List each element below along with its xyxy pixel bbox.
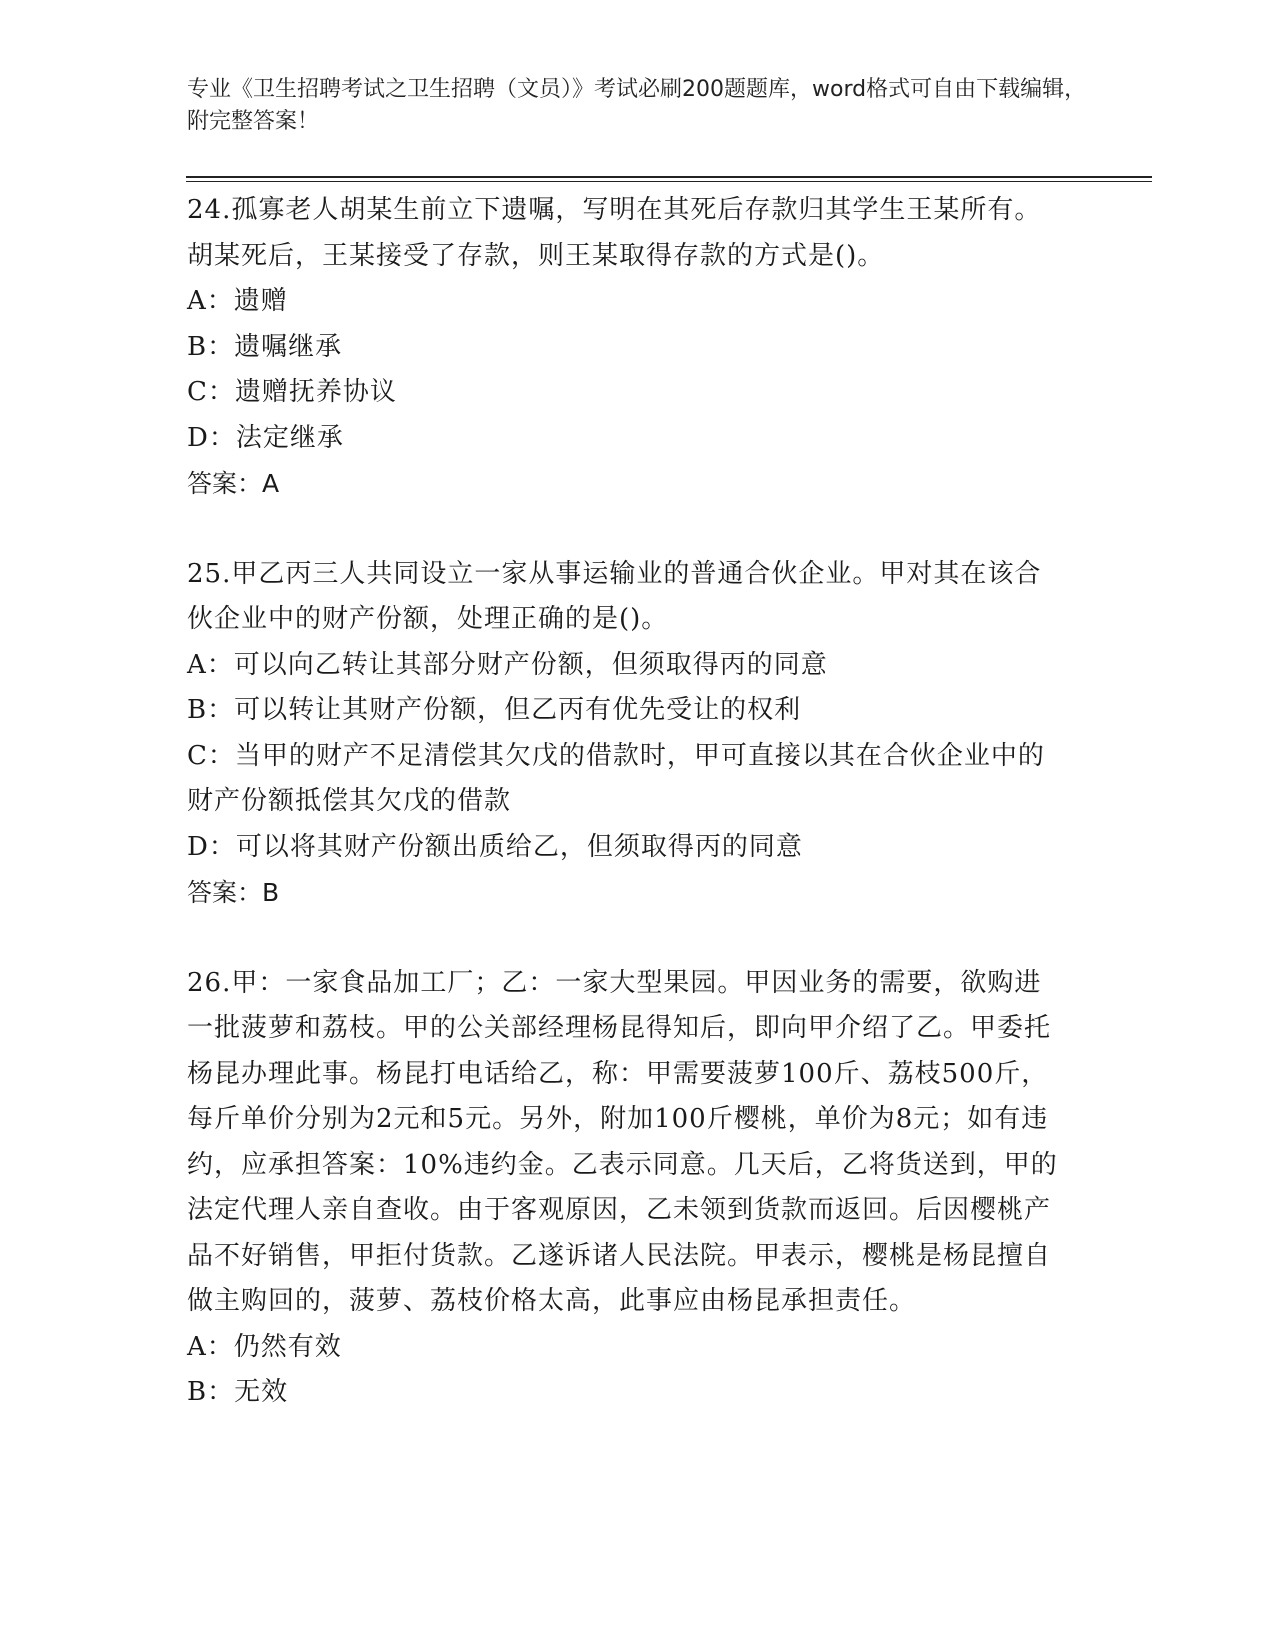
option-c: C：遗赠抚养协议 — [187, 377, 397, 407]
header-rule-thick — [186, 176, 1152, 178]
answer-line: 答案：B — [187, 878, 280, 907]
option-a: A：可以向乙转让其部分财产份额，但须取得丙的同意 — [187, 649, 828, 680]
option-b: B：无效 — [187, 1377, 289, 1407]
header-rule-thin — [186, 181, 1152, 182]
option-b: B：可以转让其财产份额，但乙丙有优先受让的权利 — [187, 695, 802, 725]
document-header: 专业《卫生招聘考试之卫生招聘（文员）》考试必刷200题题库，word格式可自由下载编辑，附完整答案！ — [187, 77, 1087, 134]
option-d: D：法定继承 — [187, 422, 344, 453]
question-26 — [187, 961, 1067, 1416]
question-25 — [187, 552, 1067, 916]
question-24 — [187, 188, 1067, 507]
question-stem: 24.孤寡老人胡某生前立下遗嘱，写明在其死后存款归其学生王某所有。胡某死后，王某接受了存款，则王某取得存款的方式是()。 — [187, 195, 1042, 271]
question-list — [187, 188, 1067, 1461]
question-stem: 25.甲乙丙三人共同设立一家从事运输业的普通合伙企业。甲对其在该合伙企业中的财产份额，处理正确的是()。 — [187, 558, 1042, 634]
option-b: B：遗嘱继承 — [187, 331, 343, 362]
option-a: A：仍然有效 — [187, 1331, 342, 1362]
option-c: C：当甲的财产不足清偿其欠戊的借款时，甲可直接以其在合伙企业中的财产份额抵偿其欠戊的借款 — [187, 740, 1045, 816]
question-stem: 26.甲：一家食品加工厂；乙：一家大型果园。甲因业务的需要，欲购进一批菠萝和荔枝。甲的公关部经理杨昆得知后，即向甲介绍了乙。甲委托杨昆办理此事。杨昆打电话给乙，称：甲需要菠萝100斤、荔枝500斤，每斤单价分别为2元和5元。另外，附加100斤樱桃，单价为8元；如有违约，应承担答案：10%违约金。乙表示同意。几天后，乙将货送到，甲的法定代理人亲自查收。由于客观原因，乙未领到货款而返回。后因樱桃产品不好销售，甲拒付货款。乙遂诉诸人民法院。甲表示，樱桃是杨昆擅自做主购回的，菠萝、荔枝价格太高，此事应由杨昆承担责任。 — [187, 967, 1058, 1316]
option-a: A：遗赠 — [187, 286, 288, 316]
option-d: D：可以将其财产份额出质给乙，但须取得丙的同意 — [187, 831, 803, 862]
answer-line: 答案：A — [187, 469, 280, 498]
